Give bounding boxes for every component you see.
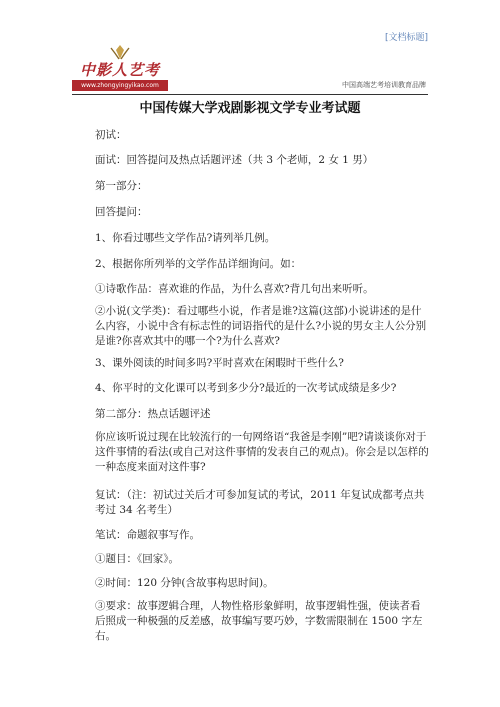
paragraph: 第二部分：热点话题评述 <box>95 408 211 420</box>
paragraph: 2、根据你所列举的文学作品详细询问。如： <box>95 258 302 270</box>
paragraph: 4、你平时的文化课可以考到多少分?最近的一次考试成绩是多少? <box>95 382 397 394</box>
page-title: 中国传媒大学戏剧影视文学专业考试题 <box>139 101 361 116</box>
logo-text: 中影人艺考 <box>79 61 160 79</box>
paragraph: ②时间：120 分钟(含故事构思时间)。 <box>95 577 274 589</box>
paragraph: 第一部分： <box>95 180 148 192</box>
paragraph: ①题目：《回家》。 <box>95 553 179 565</box>
paragraph: 1、你看过哪些文学作品?请列举几例。 <box>95 232 276 244</box>
paragraph: 面试：回答提问及热点话题评述（共 3 个老师，2 女 1 男） <box>95 154 374 166</box>
brand-tagline: 中国高端艺考培训教育品牌 <box>342 81 426 89</box>
paragraph: 回答提问： <box>95 206 148 218</box>
paragraph: ③要求：故事逻辑合理，人物性格形象鲜明，故事逻辑性强，使读者看后照成一种极强的反差感，故事编写要巧妙，字数需限制在 1500 字左右。 <box>95 600 423 642</box>
paragraph: 你应该听说过现在比较流行的一句网络语“我爸是李刚”吧?请谈谈你对于这件事情的看法(或自己对这件事情的发表自己的观点)。你会是以怎样的一种态度来面对这件事? <box>95 431 429 473</box>
paragraph: 初试： <box>95 129 127 141</box>
header-divider <box>72 94 428 95</box>
paragraph: ②小说(文学类)：看过哪些小说，作者是谁?这篇(这部)小说讲述的是什么内容，小说中含有标志性的词语指代的是什么?小说的男女主人公分别是谁?你喜欢其中的哪一个?为什么喜欢? <box>95 305 427 347</box>
logo-url: www.zhongyingyikao.com <box>72 80 168 91</box>
paragraph: 笔试：命题叙事写作。 <box>95 529 200 541</box>
paragraph: 3、课外阅读的时间多吗?平时喜欢在闲暇时干些什么? <box>95 357 344 369</box>
paragraph: ①诗歌作品：喜欢谁的作品，为什么喜欢?背几句出来听听。 <box>95 283 374 295</box>
paragraph: 复试：（注：初试过关后才可参加复试的考试，2011 年复试成都考点共考过 34 名考生） <box>95 489 425 516</box>
document-title-tag: [文档标题] <box>384 33 428 43</box>
laurel-mark-icon <box>108 44 132 60</box>
brand-logo <box>72 44 168 94</box>
